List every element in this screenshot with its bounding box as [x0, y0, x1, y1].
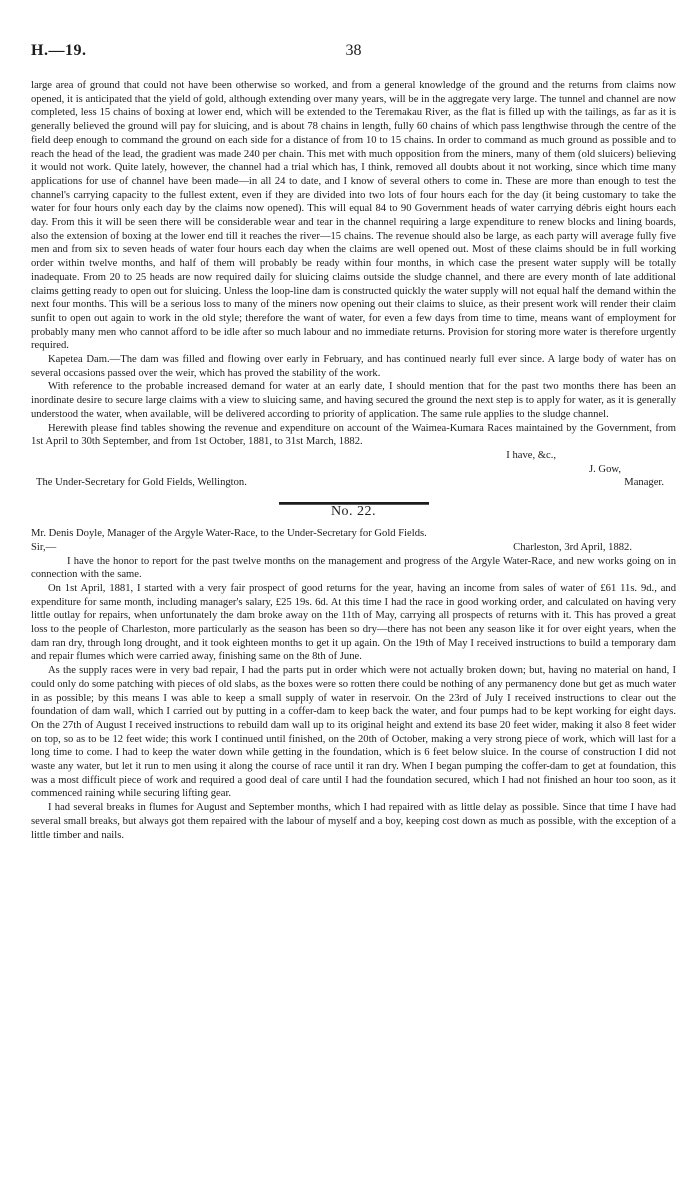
- closing-formula: I have, &c.,: [506, 449, 556, 461]
- document-body: [31, 79, 676, 842]
- letter-paragraph: I had several breaks in flumes for August and September months, which I had repaired with as little delay as possible. Since that time I have had several small breaks, but always got them repaired with the labour of myself and a boy, keeping cost down as much as possible, with the exception of a little timber and nails.: [31, 802, 676, 841]
- page-header: [31, 42, 676, 64]
- parliamentary-reference: H.—19.: [31, 42, 87, 59]
- page-number: 38: [345, 42, 362, 59]
- paragraph-kapetea-dam: Kapetea Dam.—The dam was filled and flowing over early in February, and has continued nearly full ever since. A large body of water has on several occasions passed over the weir, which has proved the stability of the work.: [31, 354, 676, 379]
- addressee-row: [31, 476, 676, 490]
- signatory-name: J. Gow,: [589, 463, 621, 475]
- salutation-date-row: [31, 541, 676, 555]
- place-and-date: Charleston, 3rd April, 1882.: [513, 541, 632, 553]
- letter-paragraph: On 1st April, 1881, I started with a very fair prospect of good returns for the year, having an income from sales of water of £61 11s. 9d., and expenditure for same month, including manager's salary, £25 19s. 6d. At this time I had the race in good working order, and calculated on having very little outlay for repairs, when unfortunately the dam broke away on the 11th of May, carrying all prospects of returns with it. This has proved a great loss to the people of Charleston, more particularly as the season has been so dry—there has not been any season like it for over eight years, when the dam ran dry, through long drought, and it took eighteen months to get it up again. On the 19th of May I received instructions to build a temporary dam and repair flumes which were carried away, finishing same on the 8th of June.: [31, 582, 676, 663]
- letter-paragraph: As the supply races were in very bad repair, I had the parts put in order which were not actually broken down; but, having no material on hand, I could only do some patching with pieces of old slabs, as the boxes were so rotten there could be nothing of any permanency done but get as much water in as possible; by this means I was able to keep a small supply of water in reservoir. On the 23rd of July I received instructions to clear out the foundation of dam wall, which I carried out by putting in a coffer-dam to keep back the water, and four pumps had to be kept working for eight days. On the 27th of August I received instructions to rebuild dam wall up to its original height and extend its base 20 feet wider, making it also 8 feet wider on top, so as to be 12 feet wide; this work I continued until finished, on the 20th of October, making a very strong piece of work, which will last for a long time to come. I had to keep the water down while getting in the foundation, which is 6 feet below sluice. In the course of construction I did not waste any water, but let it run to men using it along the course of race until it ran dry. When I began pumping the coffer-dam to get at foundation, this was a most difficult piece of work and required a good deal of care until I had the foundation secured, which I had not finished an hour too soon, as it commenced raining while securing lifting gear.: [31, 665, 676, 800]
- paragraph-tables-enclosed: Herewith please find tables showing the revenue and expenditure on account of the Waimea-Kumara Races maintained by the Government, from 1st April to 30th September, and from 1st October, 1881, to 31st March, 1882.: [31, 422, 676, 448]
- letter-from-line: Mr. Denis Doyle, Manager of the Argyle Water-Race, to the Under-Secretary for Gold Fields.: [31, 528, 427, 540]
- letter-paragraph: I have the honor to report for the past twelve months on the management and progress of the Argyle Water-Race, and new works going on in connection with the same.: [31, 555, 676, 581]
- signatory-title: Manager.: [624, 477, 664, 489]
- paragraph-water-demand: With reference to the probable increased demand for water at an early date, I should mention that for the past two months there has been an inordinate desire to secure large claims with a view to sluicing same, and having secured the ground the next step is to apply for water, as it is generally understood the water, when available, will be delivered according to priority of application. The same rule applies to the sludge channel.: [31, 381, 676, 420]
- section-heading: No. 22.: [330, 504, 377, 520]
- paragraph-continued: large area of ground that could not have been otherwise so worked, and from a general knowledge of the ground and the returns from claims now opened, it is anticipated that the yield of gold, although extending over many years, will be in the aggregate very large. The tunnel and channel are now completed, less 15 chains of boxing at lower end, which will be extended to the Teremakau River, as the flat is filled up with the tailings, as far as it is generally believed the ground will pay for sluicing, and is about 78 chains in length, fully 60 chains of which pass lengthwise through the centre of the field deep enough to command the ground on each side for a distance of from 10 to 15 chains. In order to command as much ground as possible and to reach the head of the lead, the gradient was made 240 per chain. This met with much opposition from the miners, many of them (old sluicers) believing it would not work. Quite lately, however, the channel had a trial which has, I think, removed all doubts about it not working, since which time many applications for use of channel have been made—in all 24 to date, and I know of several others to come in. These are more than enough to test the channel's carrying capacity to the fullest extent, even if they are divided into two lots of four hours each for the day (it being customary to take the water for four hours only each day by the claims now opened). This will equal 84 to 90 Government heads of water carrying débris eight hours each day. From this it will be seen there will be considerable wear and tear in the channel requiring a large expenditure to renew blocks and lining boards, also the extension of boxing at the lower end till it reaches the river—15 chains. The revenue should also be large, as each party will average fully five men and from six to seven heads of water four hours each day when the claims are well opened out. Most of these claims should be in full working order within twelve months, and half of them will probably be ready within four months, in which case the present water supply will be totally inadequate. From 20 to 25 heads are now required daily for sluicing claims outside the sludge channel, and there are every month of late additional claims getting ready to open out for sluicing. Unless the loop-line dam is constructed quickly the water supply will not equal half the demand within the next four months. This will be a serious loss to many of the miners now opening out their claims to sluice, as their present work will render their claim sunfit to open out again to work in the old style; therefore the want of water, for even a few days from time to time, means want of employment for probably many men who cannot afford to be idle after so much labour and no immediate returns. Provision for storing more water is therefore urgently required.: [31, 80, 676, 352]
- salutation: Sir,—: [31, 541, 57, 553]
- section-divider: [31, 496, 676, 500]
- addressee: The Under-Secretary for Gold Fields, Wellington.: [36, 477, 247, 489]
